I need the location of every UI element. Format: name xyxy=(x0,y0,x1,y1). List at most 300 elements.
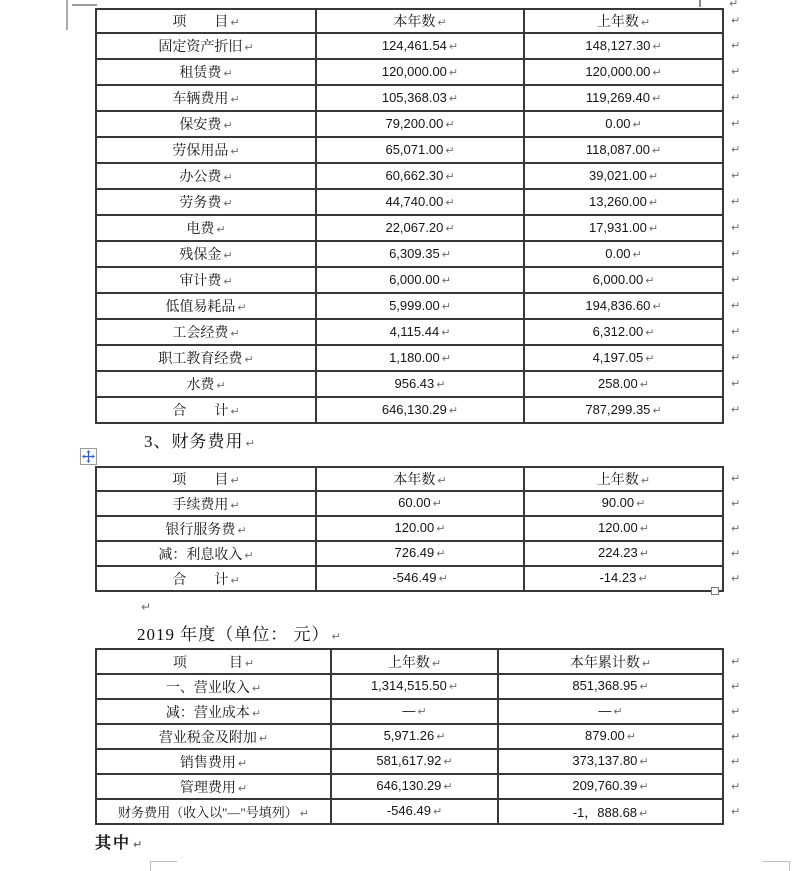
table-cell[interactable] xyxy=(316,319,524,345)
paragraph-mark-icon: ↵ xyxy=(639,377,649,391)
table-cell[interactable] xyxy=(498,774,723,799)
table-header-row xyxy=(96,9,743,33)
table-cell[interactable] xyxy=(316,516,524,541)
row-end-mark xyxy=(723,724,743,749)
row-end-paragraph-mark-icon: ↵ xyxy=(731,521,741,535)
table-cell[interactable] xyxy=(524,9,723,33)
paragraph-mark-icon: ↵ xyxy=(436,377,446,391)
table-cell[interactable] xyxy=(316,9,524,33)
table-cell[interactable] xyxy=(96,267,316,293)
paragraph-mark-icon: ↵ xyxy=(651,91,662,105)
row-end-mark xyxy=(723,267,743,293)
paragraph-mark-icon: ↵ xyxy=(648,195,659,209)
row-end-paragraph-mark-icon: ↵ xyxy=(731,195,741,208)
table-cell[interactable] xyxy=(524,111,723,137)
row-end-paragraph-mark-icon: ↵ xyxy=(731,679,741,693)
paragraph-mark-icon: ↵ xyxy=(639,680,649,693)
paragraph-mark-icon: ↵ xyxy=(639,755,649,768)
table-cell[interactable] xyxy=(316,397,524,423)
row-end-paragraph-mark-icon: ↵ xyxy=(731,325,741,338)
row-end-mark xyxy=(723,215,743,241)
table-cell[interactable] xyxy=(96,491,316,516)
cell-text: -546.49 xyxy=(392,570,437,585)
table-cell[interactable] xyxy=(524,293,723,319)
paragraph-mark-icon: ↵ xyxy=(641,656,652,670)
table-cell[interactable] xyxy=(96,293,316,319)
row-end-mark xyxy=(723,111,743,137)
paragraph-mark-icon: ↵ xyxy=(223,275,233,288)
paragraph-mark-icon: ↵ xyxy=(448,65,459,79)
table-cell[interactable] xyxy=(316,59,524,85)
table-cell[interactable] xyxy=(331,724,498,749)
paragraph-mark-icon: ↵ xyxy=(133,838,145,851)
paragraph-mark-icon: ↵ xyxy=(438,572,448,585)
table-row xyxy=(96,749,743,774)
row-end-paragraph-mark-icon: ↵ xyxy=(731,91,741,104)
cell-text: 6,309.35 xyxy=(389,245,440,261)
paragraph-mark-icon: ↵ xyxy=(230,145,240,158)
table-cell[interactable] xyxy=(331,774,498,799)
cell-text: 105,368.03 xyxy=(381,89,447,105)
cell-text: 审计费 xyxy=(179,274,222,289)
paragraph-mark-icon: ↵ xyxy=(445,143,455,157)
cell-text: 44,740.00 xyxy=(385,193,444,209)
table-cell[interactable] xyxy=(96,699,331,724)
table-cell[interactable] xyxy=(96,137,316,163)
row-end-paragraph-mark-icon: ↵ xyxy=(731,779,741,793)
table-cell[interactable] xyxy=(498,749,723,774)
table-cell[interactable] xyxy=(524,345,723,371)
table-row xyxy=(96,799,743,824)
paragraph-mark-icon: ↵ xyxy=(441,247,451,261)
row-end-paragraph-mark-icon: ↵ xyxy=(731,65,741,78)
paragraph-mark-icon: ↵ xyxy=(436,547,446,560)
paragraph-mark-icon: ↵ xyxy=(729,0,739,10)
year-2019-heading xyxy=(137,620,342,645)
row-end-paragraph-mark-icon: ↵ xyxy=(731,571,741,585)
table-cell[interactable] xyxy=(331,649,498,674)
table-row xyxy=(96,267,743,293)
paragraph-mark-icon: ↵ xyxy=(445,221,455,235)
paragraph-mark-icon: ↵ xyxy=(437,474,447,487)
cell-text: 90.00 xyxy=(601,495,635,510)
row-end-paragraph-mark-icon: ↵ xyxy=(731,143,741,156)
text-boundary-corner-mark xyxy=(763,861,790,871)
cell-text: 车辆费用 xyxy=(172,92,229,107)
row-end-paragraph-mark-icon: ↵ xyxy=(731,273,741,286)
table-row xyxy=(96,724,743,749)
cropped-border-artifact xyxy=(72,4,97,6)
cell-text: 残保金 xyxy=(179,248,222,263)
cell-text: 194,836.60 xyxy=(585,297,651,313)
table-row xyxy=(96,516,743,541)
paragraph-mark-icon: ↵ xyxy=(223,119,233,132)
table-cell[interactable] xyxy=(524,566,723,591)
paragraph-mark-icon: ↵ xyxy=(244,656,255,670)
cell-text: 13,260.00 xyxy=(588,193,647,209)
row-end-mark xyxy=(723,699,743,724)
paragraph-mark-icon: ↵ xyxy=(245,437,256,450)
paragraph-mark-icon: ↵ xyxy=(632,247,642,261)
paragraph-mark-icon: ↵ xyxy=(443,755,453,768)
paragraph-mark-icon: ↵ xyxy=(645,273,655,287)
cell-text: 6,000.00 xyxy=(592,271,644,287)
row-end-paragraph-mark-icon: ↵ xyxy=(731,169,741,182)
table-cell[interactable] xyxy=(96,345,316,371)
table-cell[interactable] xyxy=(316,241,524,267)
row-end-paragraph-mark-icon: ↵ xyxy=(731,351,741,364)
table-cell[interactable] xyxy=(316,541,524,566)
paragraph-mark-icon: ↵ xyxy=(640,474,651,487)
table-cell[interactable] xyxy=(316,293,524,319)
table-move-handle[interactable] xyxy=(80,448,97,465)
paragraph-mark-icon: ↵ xyxy=(258,731,269,745)
cell-text: 65,071.00 xyxy=(385,141,444,157)
table-cell[interactable] xyxy=(316,189,524,215)
paragraph-mark-icon: ↵ xyxy=(652,299,662,313)
paragraph-mark-icon: ↵ xyxy=(445,195,455,209)
cell-text: 办公费 xyxy=(179,170,222,185)
row-end-mark xyxy=(723,516,743,541)
cell-text: 119,269.40 xyxy=(585,89,650,105)
admin-expense-detail-table xyxy=(95,8,744,424)
row-end-paragraph-mark-icon: ↵ xyxy=(731,377,741,390)
table-row xyxy=(96,541,743,566)
cell-text: 120.00 xyxy=(598,520,638,535)
cell-text: 5,971.26 xyxy=(383,728,435,743)
table-cell[interactable] xyxy=(524,85,723,111)
cell-text: 6,000.00 xyxy=(389,271,440,287)
move-cross-icon xyxy=(82,450,95,463)
table-cell[interactable] xyxy=(498,649,723,674)
cell-text: 0.00 xyxy=(605,115,631,131)
cell-text: -1，888.68 xyxy=(572,804,638,820)
table-cell[interactable] xyxy=(96,724,331,749)
cell-text: 1,180.00 xyxy=(389,349,440,365)
paragraph-mark-icon: ↵ xyxy=(230,498,240,512)
table-cell[interactable] xyxy=(316,467,524,491)
table-cell[interactable] xyxy=(316,85,524,111)
table-cell[interactable] xyxy=(524,467,723,491)
paragraph-mark-icon: ↵ xyxy=(448,39,459,53)
paragraph-mark-icon: ↵ xyxy=(441,299,451,313)
table-cell[interactable] xyxy=(331,699,498,724)
table-cell[interactable] xyxy=(524,319,723,345)
table-cell[interactable] xyxy=(316,163,524,189)
table-cell[interactable] xyxy=(96,163,316,189)
table-cell[interactable] xyxy=(96,9,316,33)
table-cell[interactable] xyxy=(331,674,498,699)
table-row xyxy=(96,699,743,724)
table-cell[interactable] xyxy=(96,541,316,566)
table-row xyxy=(96,215,743,241)
paragraph-mark-icon: ↵ xyxy=(441,325,451,339)
paragraph-mark-icon: ↵ xyxy=(639,547,649,560)
paragraph-mark-icon: ↵ xyxy=(251,706,262,720)
paragraph-mark-icon: ↵ xyxy=(223,197,233,210)
table-row xyxy=(96,345,743,371)
cell-text: 销售费用 xyxy=(179,755,236,771)
cell-text: 118,087.00 xyxy=(585,141,650,157)
paragraph-mark-icon: ↵ xyxy=(613,705,623,718)
row-end-mark xyxy=(723,189,743,215)
table-cell[interactable] xyxy=(316,371,524,397)
heading-text: 3、财务费用 xyxy=(144,432,244,451)
table-header-row xyxy=(96,649,743,674)
cell-text: 本年累计数 xyxy=(569,655,640,671)
table-cell[interactable] xyxy=(524,267,723,293)
row-end-mark xyxy=(723,774,743,799)
cell-text: 保安费 xyxy=(179,118,222,133)
row-end-mark xyxy=(723,345,743,371)
table-row xyxy=(96,137,743,163)
row-end-paragraph-mark-icon: ↵ xyxy=(731,403,741,416)
table-cell[interactable] xyxy=(96,649,331,674)
paragraph-mark-icon: ↵ xyxy=(237,756,248,770)
cell-text: 60,662.30 xyxy=(385,167,444,183)
cell-text: 6,312.00 xyxy=(592,323,644,339)
table-cell[interactable] xyxy=(524,241,723,267)
table-cell[interactable] xyxy=(96,467,316,491)
paragraph-mark-icon: ↵ xyxy=(417,705,427,718)
table-row xyxy=(96,491,743,516)
row-end-mark xyxy=(723,541,743,566)
paragraph-mark-icon: ↵ xyxy=(251,681,262,695)
table-cell[interactable] xyxy=(96,59,316,85)
cell-text: 17,931.00 xyxy=(588,219,647,235)
paragraph-mark-icon: ↵ xyxy=(651,143,662,157)
paragraph-mark-icon: ↵ xyxy=(230,573,240,587)
cell-text: 60.00 xyxy=(398,495,431,510)
cell-text: 120,000.00 xyxy=(381,63,447,79)
paragraph-mark-icon: ↵ xyxy=(230,93,240,106)
table-cell[interactable] xyxy=(524,491,723,516)
cell-text: 956.43 xyxy=(394,375,435,391)
cell-text: 581,617.92 xyxy=(376,753,442,768)
table-cell[interactable] xyxy=(96,85,316,111)
table-cell[interactable] xyxy=(96,33,316,59)
cell-text: 手续费用 xyxy=(172,497,229,513)
table-header-row xyxy=(96,467,743,491)
table-cell[interactable] xyxy=(524,137,723,163)
table-cell[interactable] xyxy=(316,267,524,293)
paragraph-mark-icon: ↵ xyxy=(639,806,649,820)
row-end-mark xyxy=(723,371,743,397)
table-cell[interactable] xyxy=(96,566,316,591)
bottom-note-text xyxy=(95,830,144,853)
table-cell[interactable] xyxy=(96,749,331,774)
table-cell[interactable] xyxy=(316,345,524,371)
table-cell[interactable] xyxy=(316,566,524,591)
paragraph-mark-icon: ↵ xyxy=(639,522,649,535)
table-cell[interactable] xyxy=(524,215,723,241)
table-cell[interactable] xyxy=(96,241,316,267)
paragraph-mark-icon: ↵ xyxy=(223,67,233,80)
text-boundary-corner-mark xyxy=(150,861,177,871)
table-row xyxy=(96,566,743,591)
paragraph-mark-icon: ↵ xyxy=(652,39,662,53)
table-cell[interactable] xyxy=(524,33,723,59)
cell-text: 减：利息收入 xyxy=(158,547,243,563)
cell-text: 工会经费 xyxy=(172,326,229,341)
table-cell[interactable] xyxy=(524,397,723,423)
row-end-paragraph-mark-icon: ↵ xyxy=(731,729,741,743)
section-3-heading xyxy=(144,427,256,452)
cell-text: 固定资产折旧 xyxy=(158,40,243,55)
table-cell[interactable] xyxy=(96,215,316,241)
table-cell[interactable] xyxy=(524,541,723,566)
table-row xyxy=(96,241,743,267)
paragraph-mark-icon: ↵ xyxy=(443,780,453,793)
cell-text: — xyxy=(598,703,612,718)
table-cell[interactable] xyxy=(331,799,498,824)
row-end-mark xyxy=(723,9,743,33)
table-cell[interactable] xyxy=(498,674,723,699)
cell-text: 879.00 xyxy=(585,728,625,743)
cell-text: 4,197.05 xyxy=(592,349,644,365)
paragraph-mark-icon: ↵ xyxy=(652,403,662,417)
table-cell[interactable] xyxy=(331,749,498,774)
table-cell[interactable] xyxy=(96,397,316,423)
cropped-divider-artifact xyxy=(699,0,701,7)
cell-text: 上年数 xyxy=(596,473,639,488)
table-cell[interactable] xyxy=(96,674,331,699)
cell-text: 项 目 xyxy=(172,15,229,30)
paragraph-mark-icon: ↵ xyxy=(445,169,455,183)
paragraph-mark-icon: ↵ xyxy=(230,16,240,29)
row-end-mark xyxy=(723,241,743,267)
cell-text: 电费 xyxy=(186,222,215,237)
table-row xyxy=(96,319,743,345)
table-cell[interactable] xyxy=(316,33,524,59)
row-end-mark xyxy=(723,467,743,491)
row-end-paragraph-mark-icon: ↵ xyxy=(731,546,741,560)
cell-text: 39,021.00 xyxy=(588,167,647,183)
cell-text: 148,127.30 xyxy=(585,37,651,53)
table-cell[interactable] xyxy=(498,699,723,724)
cell-text: 1,314,515.50 xyxy=(370,678,447,693)
row-end-mark xyxy=(723,491,743,516)
paragraph-mark-icon: ↵ xyxy=(626,730,636,743)
row-end-paragraph-mark-icon: ↵ xyxy=(731,496,741,510)
cell-text: 787,299.35 xyxy=(585,401,651,417)
table-cell[interactable] xyxy=(498,799,723,824)
table-cell[interactable] xyxy=(316,215,524,241)
cell-text: 一、营业收入 xyxy=(165,680,250,696)
note-text: 其中 xyxy=(95,835,132,852)
table-row xyxy=(96,163,743,189)
row-end-paragraph-mark-icon: ↵ xyxy=(731,804,741,818)
paragraph-mark-icon: ↵ xyxy=(652,65,662,79)
cell-text: 726.49 xyxy=(394,545,435,560)
cell-text: 项 目 xyxy=(172,473,229,488)
table-row xyxy=(96,59,743,85)
paragraph-mark-icon: ↵ xyxy=(436,522,446,535)
table-cell[interactable] xyxy=(96,319,316,345)
paragraph-mark-icon: ↵ xyxy=(237,781,248,795)
cell-text: 本年数 xyxy=(393,15,436,30)
table-cell[interactable] xyxy=(316,111,524,137)
paragraph-mark-icon: ↵ xyxy=(432,805,443,818)
paragraph-mark-icon: ↵ xyxy=(448,403,459,417)
paragraph-mark-icon: ↵ xyxy=(331,630,342,643)
cell-text: 646,130.29 xyxy=(376,778,442,793)
table-cell[interactable] xyxy=(96,516,316,541)
table-cell[interactable] xyxy=(498,724,723,749)
table-row xyxy=(96,371,743,397)
paragraph-mark-icon: ↵ xyxy=(645,351,655,365)
cell-text: 209,760.39 xyxy=(572,778,638,793)
cell-text: 5,999.00 xyxy=(389,297,440,313)
empty-paragraph xyxy=(139,598,151,616)
paragraph-mark-icon: ↵ xyxy=(431,656,442,670)
paragraph-mark-icon: ↵ xyxy=(445,117,455,131)
paragraph-mark-icon: ↵ xyxy=(448,91,459,105)
paragraph-mark-icon: ↵ xyxy=(299,806,309,820)
table-cell[interactable] xyxy=(524,371,723,397)
row-end-mark xyxy=(723,33,743,59)
row-end-paragraph-mark-icon: ↵ xyxy=(731,654,741,668)
paragraph-mark-icon: ↵ xyxy=(244,548,254,562)
row-end-mark xyxy=(723,799,743,824)
row-end-mark xyxy=(723,137,743,163)
cell-text: 银行服务费 xyxy=(165,522,236,538)
row-end-mark xyxy=(723,649,743,674)
cell-text: 0.00 xyxy=(605,245,631,261)
table-resize-handle[interactable] xyxy=(711,587,719,595)
table-cell[interactable] xyxy=(96,371,316,397)
table-cell[interactable] xyxy=(96,774,331,799)
cell-text: 营业税金及附加 xyxy=(158,730,257,746)
row-end-mark xyxy=(723,749,743,774)
paragraph-mark-icon: ↵ xyxy=(230,474,240,487)
row-end-paragraph-mark-icon: ↵ xyxy=(731,39,741,52)
table-cell[interactable] xyxy=(524,59,723,85)
paragraph-mark-icon: ↵ xyxy=(441,351,451,365)
paragraph-mark-icon: ↵ xyxy=(244,41,254,54)
paragraph-mark-icon: ↵ xyxy=(441,273,451,287)
paragraph-mark-icon: ↵ xyxy=(141,600,152,614)
cell-text: 上年数 xyxy=(596,15,639,30)
row-end-mark xyxy=(723,674,743,699)
table-cell[interactable] xyxy=(316,137,524,163)
paragraph-mark-icon: ↵ xyxy=(645,325,655,339)
cell-text: 4,115.44 xyxy=(389,323,440,339)
cell-text: 管理费用 xyxy=(179,780,236,796)
paragraph-mark-icon: ↵ xyxy=(432,497,442,510)
cell-text: 120.00 xyxy=(394,520,435,535)
table-cell[interactable] xyxy=(316,491,524,516)
table-cell[interactable] xyxy=(524,516,723,541)
table-cell[interactable] xyxy=(96,189,316,215)
finance-expense-table xyxy=(95,466,744,592)
cell-text: 职工教育经费 xyxy=(158,352,243,367)
cell-text: — xyxy=(402,703,416,718)
table-cell[interactable] xyxy=(524,163,723,189)
table-cell[interactable] xyxy=(96,799,331,824)
paragraph-mark-icon: ↵ xyxy=(448,680,459,693)
cell-text: 646,130.29 xyxy=(381,401,447,417)
paragraph-mark-icon: ↵ xyxy=(237,301,247,314)
table-cell[interactable] xyxy=(96,111,316,137)
heading-text: 2019 年度（单位： 元） xyxy=(137,625,330,644)
paragraph-mark-icon: ↵ xyxy=(648,169,659,183)
cell-text: 劳保用品 xyxy=(172,144,229,159)
cell-text: 224.23 xyxy=(598,545,638,560)
cell-text: 851,368.95 xyxy=(572,678,638,693)
table-cell[interactable] xyxy=(524,189,723,215)
cell-text: -546.49 xyxy=(386,803,431,818)
